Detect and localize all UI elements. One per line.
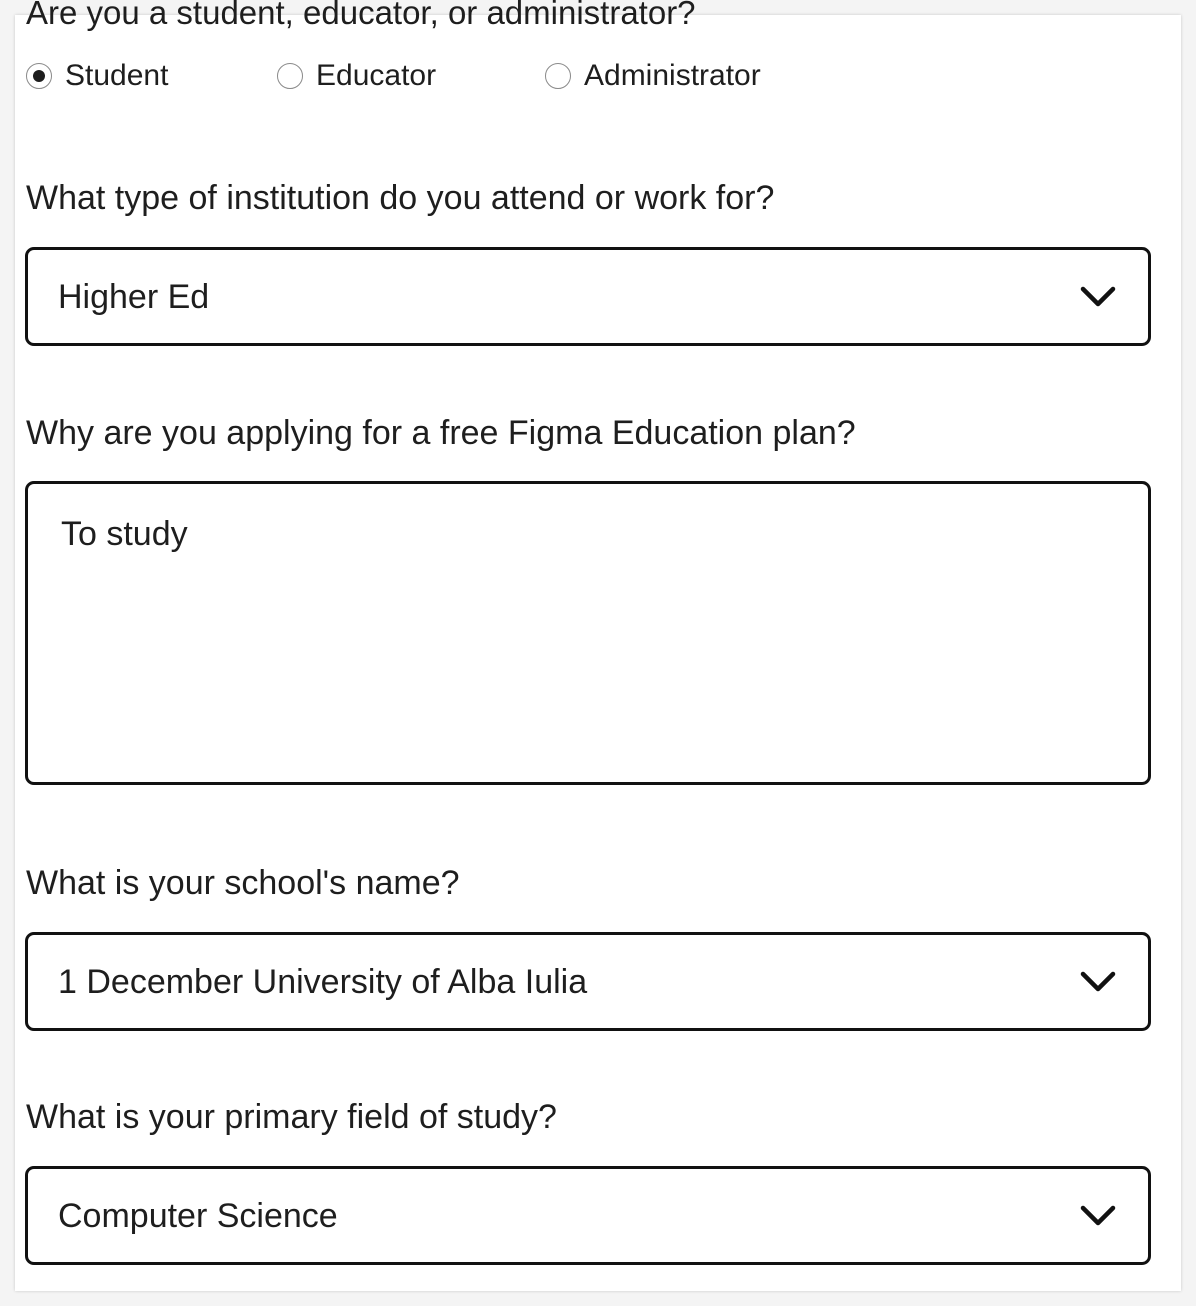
radio-label-administrator: Administrator [584,59,761,92]
radio-unselected-icon[interactable] [545,63,571,89]
education-form-card [15,0,1181,1291]
field-question: What is your primary field of study? [26,1098,557,1136]
institution-question: What type of institution do you attend or work for? [26,179,775,217]
radio-option-student[interactable] [26,58,168,94]
school-name-value: 1 December University of Alba Iulia [58,962,588,1001]
school-question: What is your school's name? [26,864,460,902]
radio-selected-icon[interactable] [26,63,52,89]
chevron-down-icon [1080,970,1116,994]
radio-option-administrator[interactable] [545,58,761,94]
radio-label-student: Student [65,59,169,92]
reason-question: Why are you applying for a free Figma Education plan? [26,414,856,452]
institution-type-value: Higher Ed [58,277,210,316]
field-of-study-select[interactable] [25,1166,1151,1265]
chevron-down-icon [1080,285,1116,309]
institution-type-select[interactable] [25,247,1151,346]
radio-label-educator: Educator [316,59,437,92]
school-name-select[interactable] [25,932,1151,1031]
chevron-down-icon [1080,1204,1116,1228]
field-of-study-value: Computer Science [58,1196,338,1235]
role-question: Are you a student, educator, or administrator? [26,0,696,31]
radio-unselected-icon[interactable] [277,63,303,89]
radio-option-educator[interactable] [277,58,436,94]
reason-textarea[interactable]: To study [25,481,1151,785]
